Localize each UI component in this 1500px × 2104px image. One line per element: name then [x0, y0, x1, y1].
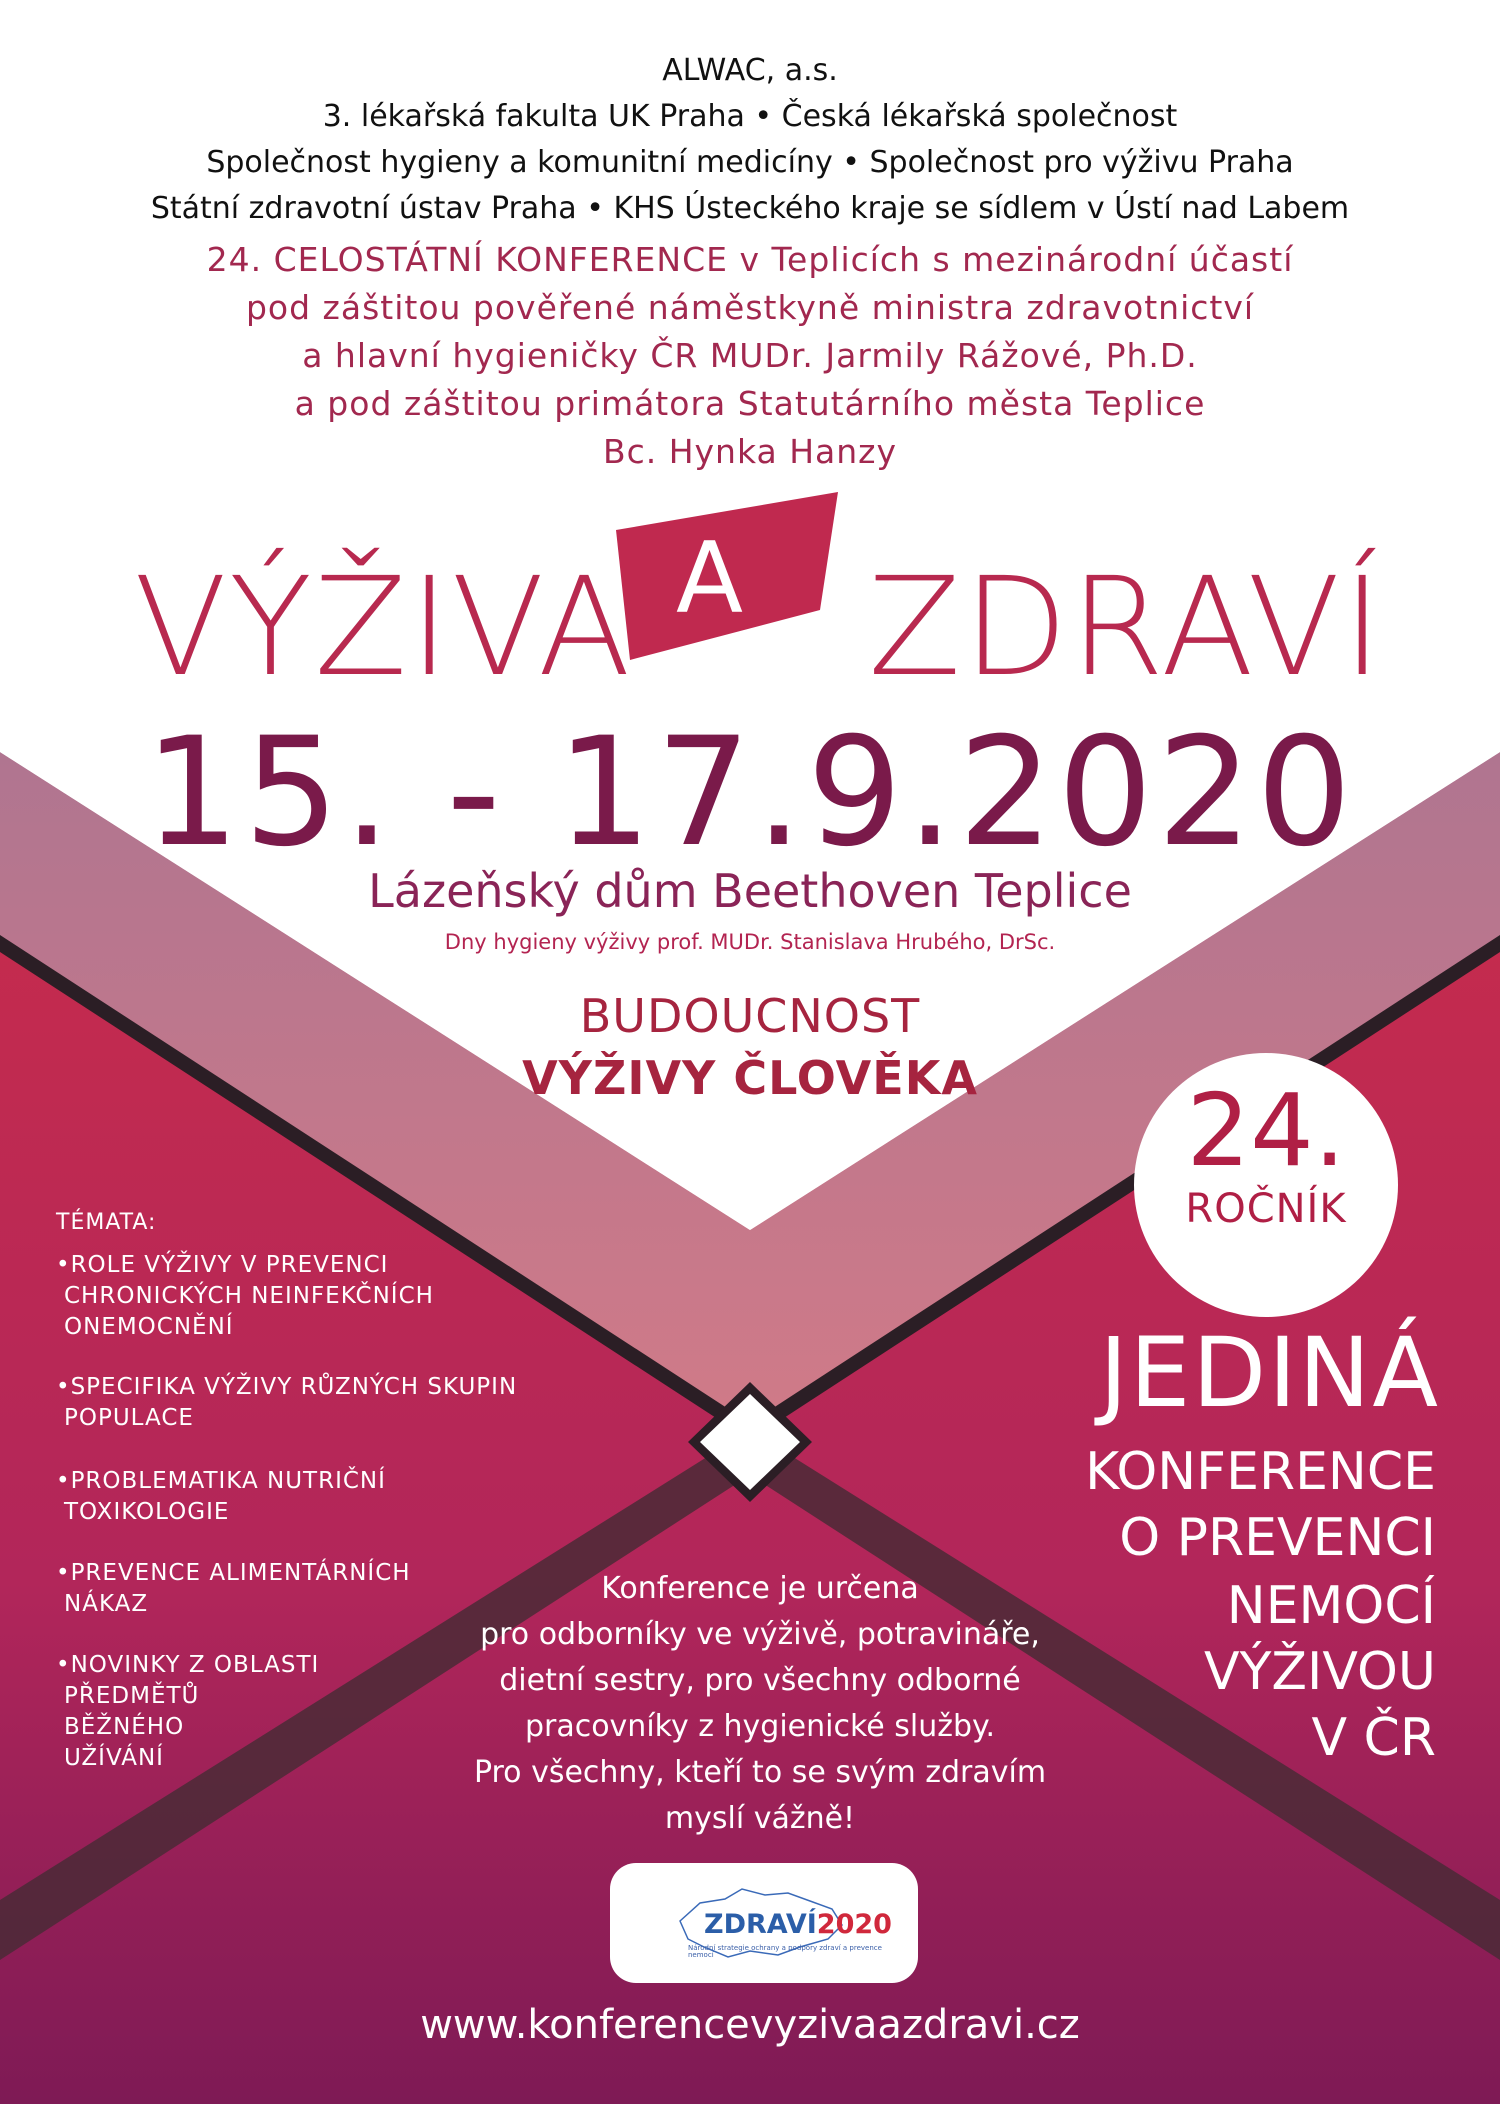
topic-line: POPULACE — [64, 1405, 194, 1431]
logo-word-zdravi: ZDRAVÍ — [704, 1909, 817, 1940]
edition-label: ROČNÍK — [1185, 1186, 1347, 1232]
organizer-line: Společnost hygieny a komunitní medicíny • Společnost pro výživu Praha — [206, 145, 1294, 180]
topic-line: CHRONICKÝCH NEINFEKČNÍCH — [64, 1283, 434, 1309]
organizer-line: 3. lékařská fakulta UK Praha • Česká lékařská společnost — [322, 99, 1178, 134]
title-word-zdravi: ZDRAVÍ — [868, 549, 1385, 707]
conference-line: Bc. Hynka Hanzy — [602, 432, 898, 471]
topic-item — [56, 1250, 576, 1343]
theme-line-2: VÝŽIVY ČLOVĚKA — [522, 1051, 978, 1105]
slogan-line: NEMOCÍ — [1226, 1576, 1436, 1636]
description-line: Pro všechny, kteří to se svým zdravím — [473, 1755, 1047, 1790]
slogan-line: KONFERENCE — [1085, 1442, 1436, 1502]
event-dates: 15. - 17.9.2020 — [144, 706, 1356, 880]
description-line: myslí vážně! — [664, 1801, 856, 1836]
title-word-vyziva: VÝŽIVA — [134, 549, 633, 707]
topic-line: •PREVENCE ALIMENTÁRNÍCH — [56, 1560, 411, 1586]
zdravi2020-logo[interactable] — [610, 1863, 918, 1983]
topic-line: TOXIKOLOGIE — [64, 1499, 230, 1525]
event-subtitle: Dny hygieny výživy prof. MUDr. Stanislava Hrubého, DrSc. — [444, 930, 1056, 954]
topic-line: BĚŽNÉHO — [64, 1714, 185, 1740]
topic-line: •PROBLEMATIKA NUTRIČNÍ — [56, 1468, 386, 1494]
topic-line: NÁKAZ — [64, 1591, 149, 1617]
conference-line: pod záštitou pověřené náměstkyně ministra zdravotnictví — [245, 288, 1255, 327]
event-venue: Lázeňský dům Beethoven Teplice — [368, 864, 1132, 918]
logo-wordmark — [704, 1911, 904, 1938]
logo-tagline: Národní strategie ochrany a podpory zdraví a prevence nemocí — [688, 1944, 882, 1959]
website-link[interactable]: www.konferencevyzivaazdravi.cz — [420, 2002, 1080, 2048]
organizer-line: ALWAC, a.s. — [662, 53, 838, 88]
topic-line: •NOVINKY Z OBLASTI — [56, 1652, 320, 1678]
conference-line: a pod záštitou primátora Statutárního města Teplice — [294, 384, 1206, 423]
organizer-line: Státní zdravotní ústav Praha • KHS Ústeckého kraje se sídlem v Ústí nad Labem — [150, 191, 1350, 226]
topic-line: ONEMOCNĚNÍ — [64, 1314, 234, 1340]
title-word-a: A — [676, 522, 744, 636]
theme-line-1: BUDOUCNOST — [579, 989, 921, 1043]
topic-line: UŽÍVÁNÍ — [64, 1745, 164, 1771]
description-line: pro odborníky ve výživě, potravináře, — [480, 1617, 1040, 1652]
description-line: Konference je určena — [601, 1571, 919, 1606]
topic-line: •SPECIFIKA VÝŽIVY RŮZNÝCH SKUPIN — [56, 1374, 518, 1400]
description-line: dietní sestry, pro všechny odborné — [499, 1663, 1021, 1698]
conference-line: a hlavní hygieničky ČR MUDr. Jarmily Rážové, Ph.D. — [302, 336, 1198, 375]
edition-badge — [1134, 1053, 1398, 1317]
logo-word-2020: 2020 — [816, 1909, 892, 1940]
description-line: pracovníky z hygienické služby. — [524, 1709, 996, 1744]
topic-line: PŘEDMĚTŮ — [64, 1683, 200, 1709]
topic-item — [56, 1466, 576, 1528]
slogan-line: VÝŽIVOU — [1204, 1642, 1436, 1702]
topic-line: •ROLE VÝŽIVY V PREVENCI — [56, 1252, 389, 1278]
audience-description — [445, 1566, 1075, 1842]
topic-item — [56, 1372, 576, 1434]
slogan-line: O PREVENCI — [1119, 1508, 1436, 1568]
topics-heading: TÉMATA: — [56, 1210, 157, 1235]
slogan-line: V ČR — [1311, 1708, 1436, 1768]
conference-line: 24. CELOSTÁTNÍ KONFERENCE v Teplicích s mezinárodní účastí — [206, 240, 1294, 279]
edition-number: 24. — [1186, 1072, 1346, 1189]
slogan-big: JEDINÁ — [1099, 1317, 1440, 1429]
